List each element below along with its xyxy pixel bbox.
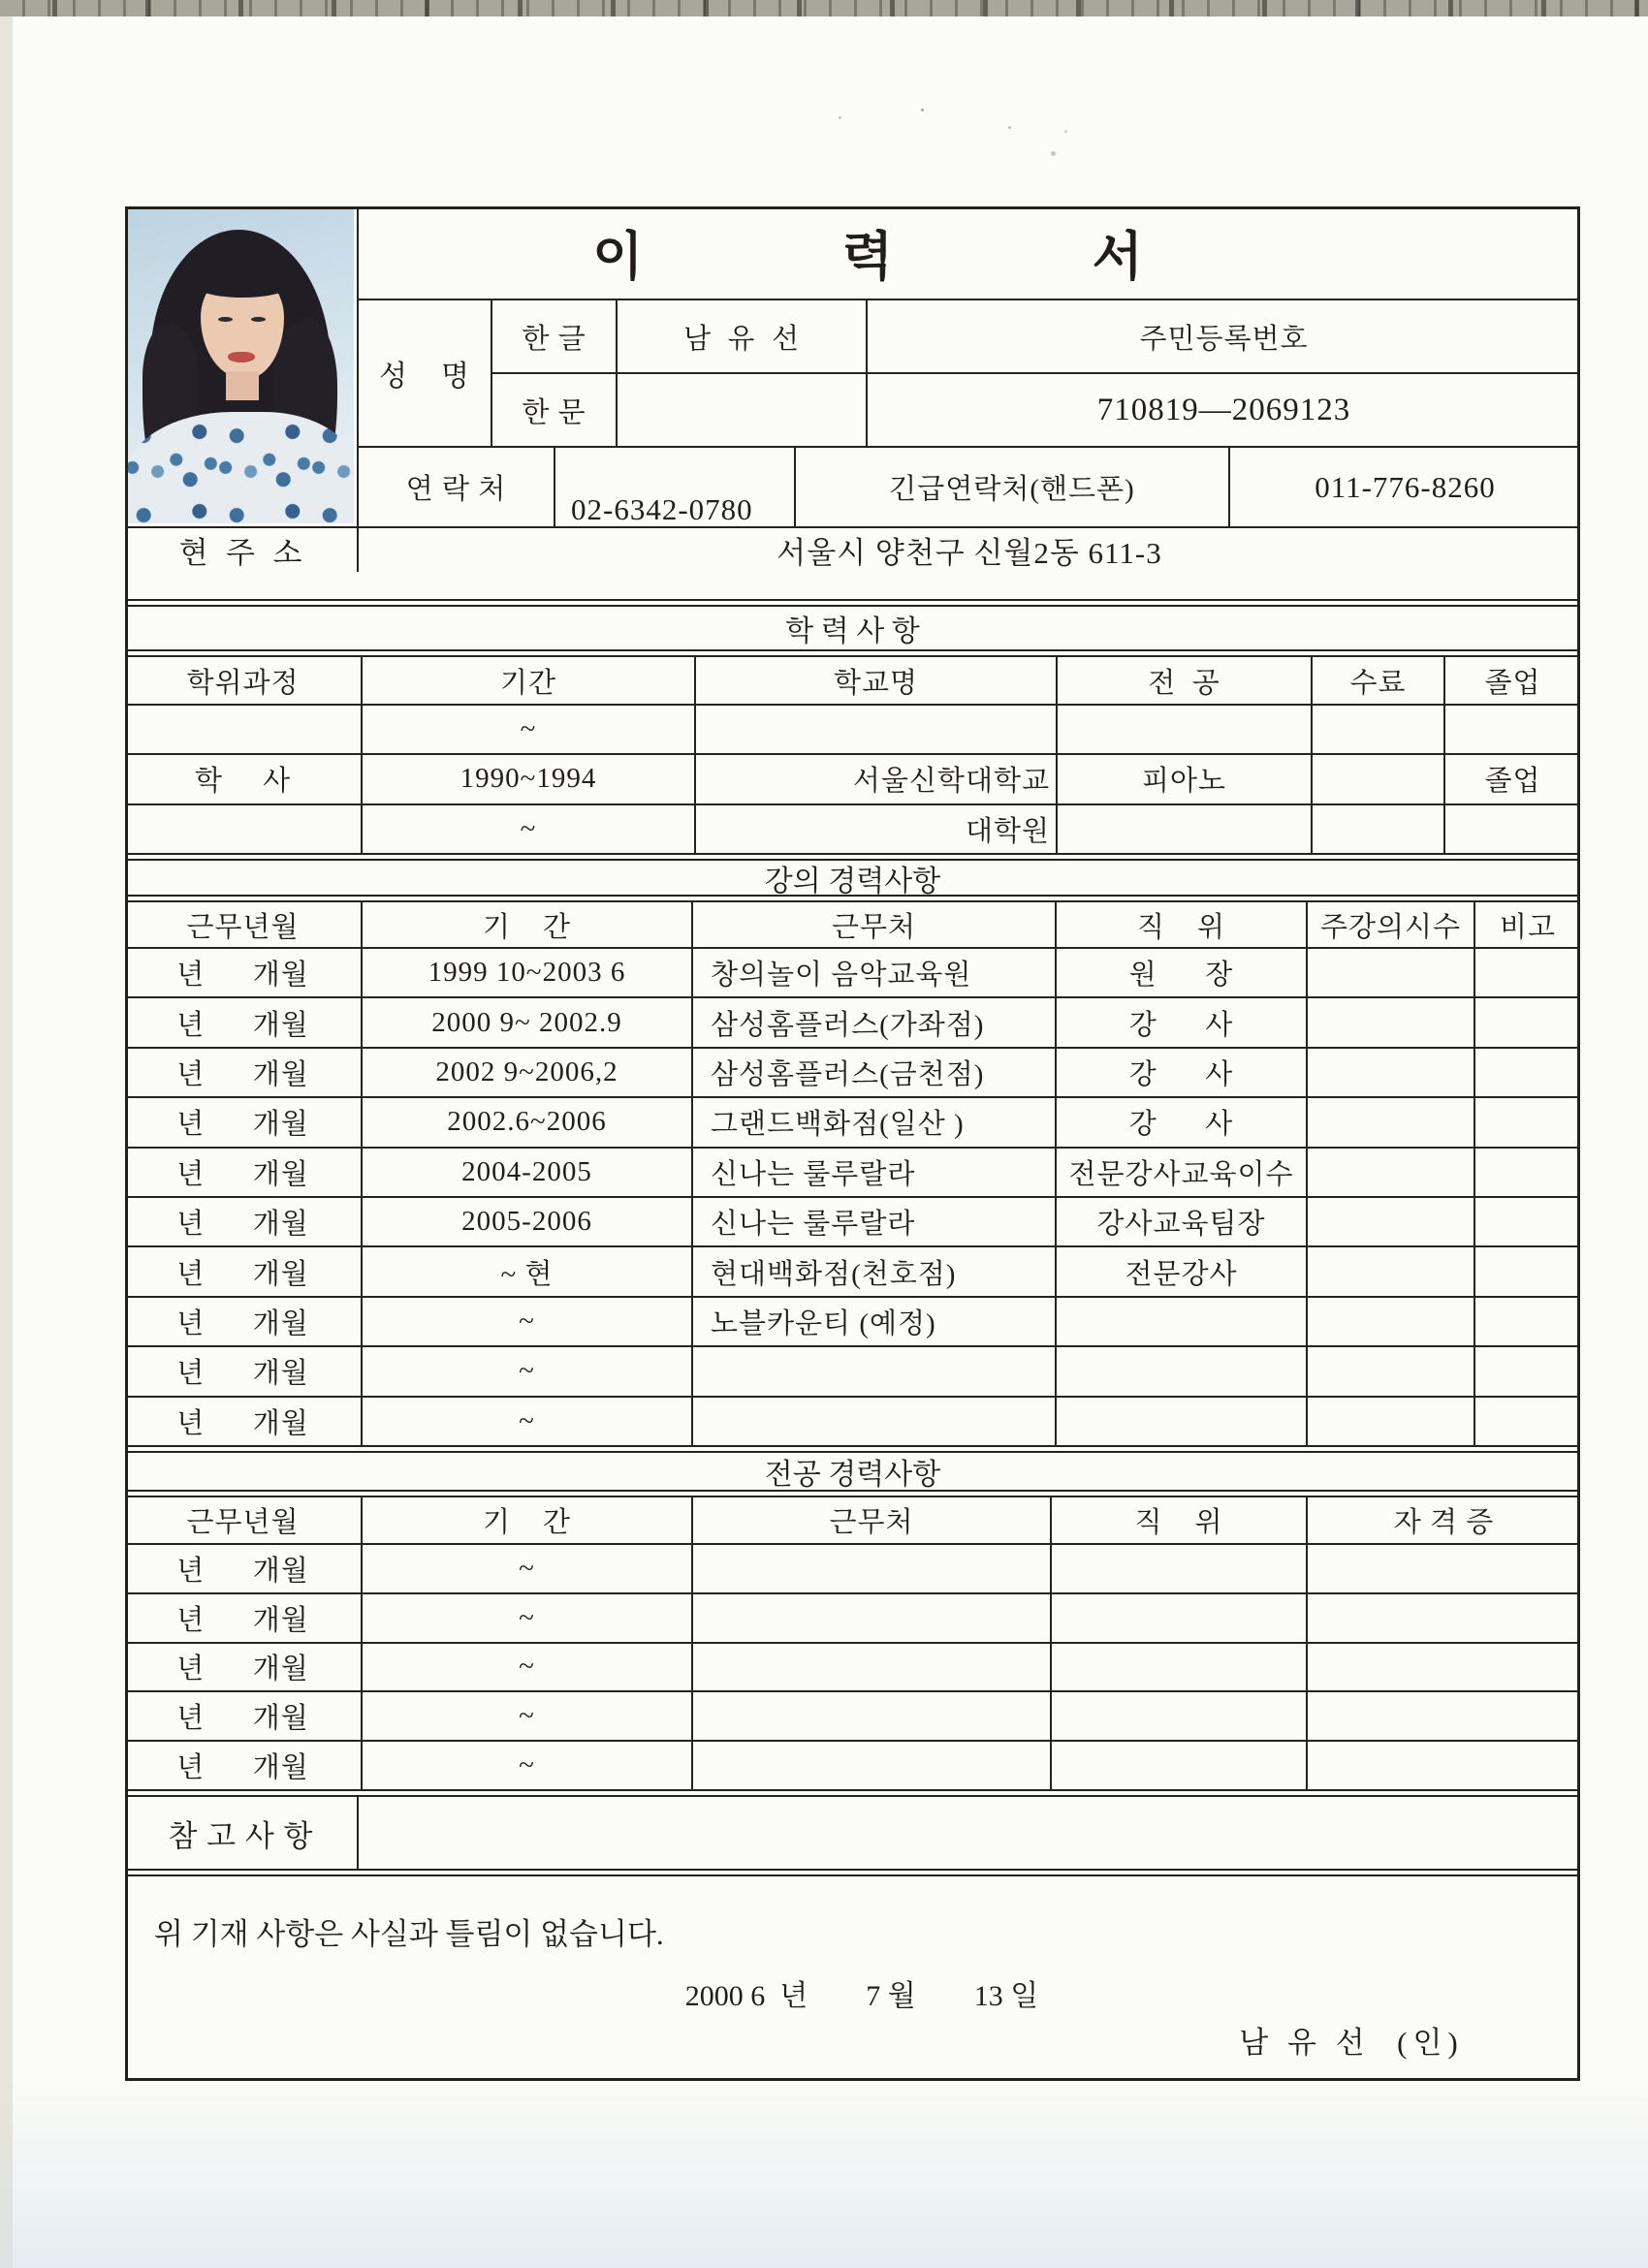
cell-workplace: 신나는 룰루랄라 bbox=[693, 1198, 1057, 1245]
cell-degree bbox=[125, 706, 363, 753]
education-section-title: 학 력 사 항 bbox=[125, 605, 1580, 651]
header-right bbox=[359, 206, 1580, 526]
cell-weekly-hours bbox=[1308, 1247, 1475, 1295]
table-row bbox=[125, 1149, 1580, 1198]
cell-weekly-hours bbox=[1308, 998, 1475, 1046]
table-row bbox=[125, 805, 1580, 853]
cell-weekly-hours bbox=[1308, 1098, 1475, 1146]
cell-workplace bbox=[693, 1644, 1052, 1691]
table-row bbox=[125, 1398, 1580, 1445]
col-degree: 학위과정 bbox=[125, 657, 363, 704]
cell-period: 2005-2006 bbox=[363, 1198, 693, 1245]
col-position: 직 위 bbox=[1052, 1497, 1308, 1543]
table-row bbox=[125, 949, 1580, 998]
col-weekly-hours: 주강의시수 bbox=[1308, 902, 1475, 947]
table-row bbox=[125, 1742, 1580, 1789]
col-certificate: 자 격 증 bbox=[1393, 1507, 1495, 1538]
cell-period: ~ bbox=[363, 1545, 693, 1592]
education-table bbox=[125, 655, 1580, 855]
cell-workplace: 신나는 룰루랄라 bbox=[693, 1149, 1057, 1196]
id-photo bbox=[125, 206, 359, 526]
signature-line: 남 유 선 (인) bbox=[1239, 2026, 1464, 2060]
table-row bbox=[125, 1347, 1580, 1397]
cell-period: ~ bbox=[363, 1398, 693, 1445]
col-graduation: 졸업 bbox=[1484, 667, 1541, 699]
education-header-row bbox=[125, 657, 1580, 706]
cell-school bbox=[696, 706, 1058, 753]
cell-work-years: 년 개월 bbox=[125, 949, 363, 996]
col-workplace: 근무처 bbox=[693, 902, 1057, 947]
col-period: 기 간 bbox=[363, 902, 693, 947]
cell-position: 전문강사 bbox=[1057, 1247, 1308, 1295]
cell-workplace bbox=[693, 1398, 1057, 1445]
cell-workplace bbox=[693, 1594, 1052, 1642]
id-photo-art bbox=[125, 206, 357, 526]
table-row bbox=[125, 1594, 1580, 1644]
hangul-label: 한 글 bbox=[492, 300, 618, 372]
cell-position bbox=[1057, 1398, 1308, 1445]
cell-note bbox=[1475, 1298, 1580, 1345]
name-block bbox=[359, 300, 1580, 448]
cell-period: 1990~1994 bbox=[363, 755, 696, 803]
col-period: 기 간 bbox=[363, 1497, 693, 1543]
cell-period: 2002.6~2006 bbox=[363, 1098, 693, 1146]
scanner-edge-artifact bbox=[0, 0, 1648, 16]
col-completion: 수료 bbox=[1313, 657, 1445, 704]
cell-note bbox=[1475, 1398, 1580, 1445]
cell-workplace bbox=[693, 1692, 1052, 1740]
col-workplace: 근무처 bbox=[693, 1497, 1052, 1543]
address-row bbox=[125, 526, 1580, 572]
cell-graduation: 졸업 bbox=[1484, 766, 1541, 798]
table-row bbox=[125, 1298, 1580, 1347]
cell-workplace bbox=[693, 1545, 1052, 1592]
col-period: 기간 bbox=[363, 657, 696, 704]
table-row bbox=[125, 706, 1580, 755]
lecture-header-row bbox=[125, 902, 1580, 949]
cell-workplace bbox=[693, 1347, 1057, 1395]
cell-workplace bbox=[693, 1742, 1052, 1789]
col-position: 직 위 bbox=[1057, 902, 1308, 947]
cell-work-years: 년 개월 bbox=[125, 1149, 363, 1196]
hangul-row bbox=[492, 300, 1580, 374]
cell-weekly-hours bbox=[1308, 1049, 1475, 1096]
lecture-career-table bbox=[125, 900, 1580, 1447]
hangul-name-value: 남 유 선 bbox=[618, 300, 868, 372]
declaration-date: 2000 6 년 7 월 13 일 bbox=[684, 1980, 1039, 2012]
cell-position bbox=[1057, 1298, 1308, 1345]
cell-workplace: 현대백화점(천호점) bbox=[693, 1247, 1057, 1295]
cell-note bbox=[1475, 1247, 1580, 1295]
table-row bbox=[125, 998, 1580, 1048]
notes-label: 참 고 사 항 bbox=[125, 1797, 359, 1869]
cell-period: ~ bbox=[363, 1298, 693, 1345]
scan-bottom-tint bbox=[0, 2084, 1648, 2268]
cell-weekly-hours bbox=[1308, 1398, 1475, 1445]
emergency-contact-label: 긴급연락처(핸드폰) bbox=[796, 448, 1230, 526]
notes-row bbox=[125, 1795, 1580, 1871]
notes-value bbox=[359, 1797, 1580, 1869]
col-work-years: 근무년월 bbox=[125, 1497, 363, 1543]
cell-certificate bbox=[1308, 1545, 1580, 1592]
cell-work-years: 년 개월 bbox=[125, 998, 363, 1046]
cell-certificate bbox=[1308, 1644, 1580, 1691]
cell-position: 강사교육팀장 bbox=[1057, 1198, 1308, 1245]
cell-workplace: 그랜드백화점(일산 ) bbox=[693, 1098, 1057, 1146]
hanja-name-value bbox=[618, 374, 868, 446]
table-row bbox=[125, 1049, 1580, 1098]
cell-position: 강 사 bbox=[1057, 998, 1308, 1046]
col-major: 전 공 bbox=[1058, 657, 1313, 704]
header-section bbox=[125, 206, 1580, 601]
cell-note bbox=[1475, 1149, 1580, 1196]
contact-row bbox=[359, 448, 1580, 526]
cell-workplace: 노블카운티 (예정) bbox=[693, 1298, 1057, 1345]
cell-work-years: 년 개월 bbox=[125, 1594, 363, 1642]
cell-period: 2000 9~ 2002.9 bbox=[363, 998, 693, 1046]
cell-period: ~ bbox=[363, 805, 696, 853]
cell-completion bbox=[1313, 805, 1445, 853]
name-label: 성 명 bbox=[359, 300, 492, 446]
cell-period: ~ bbox=[363, 1347, 693, 1395]
cell-position bbox=[1052, 1594, 1308, 1642]
declaration-statement: 위 기재 사항은 사실과 틀림이 없습니다. bbox=[154, 1917, 664, 1951]
cell-position bbox=[1052, 1742, 1308, 1789]
cell-work-years: 년 개월 bbox=[125, 1692, 363, 1740]
major-header-row bbox=[125, 1497, 1580, 1545]
cell-note bbox=[1475, 998, 1580, 1046]
cell-note bbox=[1475, 949, 1580, 996]
cell-major bbox=[1058, 706, 1313, 753]
cell-weekly-hours bbox=[1308, 1347, 1475, 1395]
cell-period: 2002 9~2006,2 bbox=[363, 1049, 693, 1096]
cell-position bbox=[1052, 1692, 1308, 1740]
address-label: 현 주 소 bbox=[125, 528, 359, 572]
cell-work-years: 년 개월 bbox=[125, 1049, 363, 1096]
table-row bbox=[125, 1644, 1580, 1693]
cell-period: 2004-2005 bbox=[363, 1149, 693, 1196]
table-row bbox=[125, 1247, 1580, 1297]
cell-period: ~ bbox=[363, 1594, 693, 1642]
cell-major bbox=[1058, 805, 1313, 853]
cell-note bbox=[1475, 1347, 1580, 1395]
cell-note bbox=[1475, 1049, 1580, 1096]
col-note: 비고 bbox=[1499, 911, 1557, 943]
cell-graduation bbox=[1445, 706, 1580, 753]
cell-position: 강 사 bbox=[1057, 1049, 1308, 1096]
resident-id-value: 710819—2069123 bbox=[1096, 392, 1351, 427]
cell-position: 전문강사교육이수 bbox=[1057, 1149, 1308, 1196]
col-school: 학교명 bbox=[696, 657, 1058, 704]
cell-workplace: 삼성홈플러스(금천점) bbox=[693, 1049, 1057, 1096]
cell-completion bbox=[1313, 706, 1445, 753]
cell-period: 1999 10~2003 6 bbox=[363, 949, 693, 996]
table-row bbox=[125, 1692, 1580, 1742]
table-row bbox=[125, 1198, 1580, 1247]
phone-value: 02-6342-0780 bbox=[555, 448, 796, 526]
header-top bbox=[125, 206, 1580, 526]
cell-period: ~ bbox=[363, 1644, 693, 1691]
scan-speck bbox=[921, 109, 924, 111]
cell-graduation bbox=[1445, 805, 1580, 853]
cell-work-years: 년 개월 bbox=[125, 1247, 363, 1295]
scan-left-edge bbox=[0, 16, 13, 2268]
cell-weekly-hours bbox=[1308, 1149, 1475, 1196]
table-row bbox=[125, 755, 1580, 804]
cell-work-years: 년 개월 bbox=[125, 1098, 363, 1146]
table-row bbox=[125, 1545, 1580, 1594]
col-work-years: 근무년월 bbox=[125, 902, 363, 947]
cell-position: 강 사 bbox=[1057, 1098, 1308, 1146]
title-row bbox=[359, 206, 1580, 300]
cell-work-years: 년 개월 bbox=[125, 1298, 363, 1345]
cell-work-years: 년 개월 bbox=[125, 1545, 363, 1592]
cell-period: ~ bbox=[363, 706, 696, 753]
cell-position bbox=[1057, 1347, 1308, 1395]
cell-degree bbox=[125, 805, 363, 853]
cell-certificate bbox=[1308, 1692, 1580, 1740]
declaration-section bbox=[125, 1874, 1580, 2081]
contact-label: 연 락 처 bbox=[359, 448, 555, 526]
cell-certificate bbox=[1308, 1594, 1580, 1642]
cell-workplace: 삼성홈플러스(가좌점) bbox=[693, 998, 1057, 1046]
cell-work-years: 년 개월 bbox=[125, 1644, 363, 1691]
major-career-section-title: 전공 경력사항 bbox=[125, 1451, 1580, 1492]
cell-work-years: 년 개월 bbox=[125, 1742, 363, 1789]
major-career-table bbox=[125, 1496, 1580, 1791]
table-row bbox=[125, 1098, 1580, 1148]
cell-major: 피아노 bbox=[1058, 755, 1313, 803]
cell-position: 원 장 bbox=[1057, 949, 1308, 996]
hanja-row bbox=[492, 374, 1580, 446]
address-value: 서울시 양천구 신월2동 611-3 bbox=[776, 536, 1162, 570]
cell-weekly-hours bbox=[1308, 1298, 1475, 1345]
cell-period: ~ bbox=[363, 1692, 693, 1740]
cell-work-years: 년 개월 bbox=[125, 1198, 363, 1245]
cell-certificate bbox=[1308, 1742, 1580, 1789]
cell-work-years: 년 개월 bbox=[125, 1347, 363, 1395]
cell-position bbox=[1052, 1644, 1308, 1691]
cell-school: 대학원 bbox=[696, 805, 1058, 853]
cell-workplace: 창의놀이 음악교육원 bbox=[693, 949, 1057, 996]
mobile-value: 011-776-8260 bbox=[1315, 469, 1496, 504]
cell-weekly-hours bbox=[1308, 1198, 1475, 1245]
cell-degree: 학 사 bbox=[125, 755, 363, 803]
lecture-career-section-title: 강의 경력사항 bbox=[125, 859, 1580, 897]
hanja-label: 한 문 bbox=[492, 374, 618, 446]
cell-completion bbox=[1313, 755, 1445, 803]
cell-position bbox=[1052, 1545, 1308, 1592]
page-title: 이 력 서 bbox=[592, 228, 1236, 286]
cell-period: ~ bbox=[363, 1742, 693, 1789]
cell-note bbox=[1475, 1098, 1580, 1146]
resident-id-label: 주민등록번호 bbox=[1139, 323, 1309, 355]
cell-work-years: 년 개월 bbox=[125, 1398, 363, 1445]
cell-school: 서울신학대학교 bbox=[696, 755, 1058, 803]
cell-note bbox=[1475, 1198, 1580, 1245]
cell-period: ~ 현 bbox=[363, 1247, 693, 1295]
cell-weekly-hours bbox=[1308, 949, 1475, 996]
